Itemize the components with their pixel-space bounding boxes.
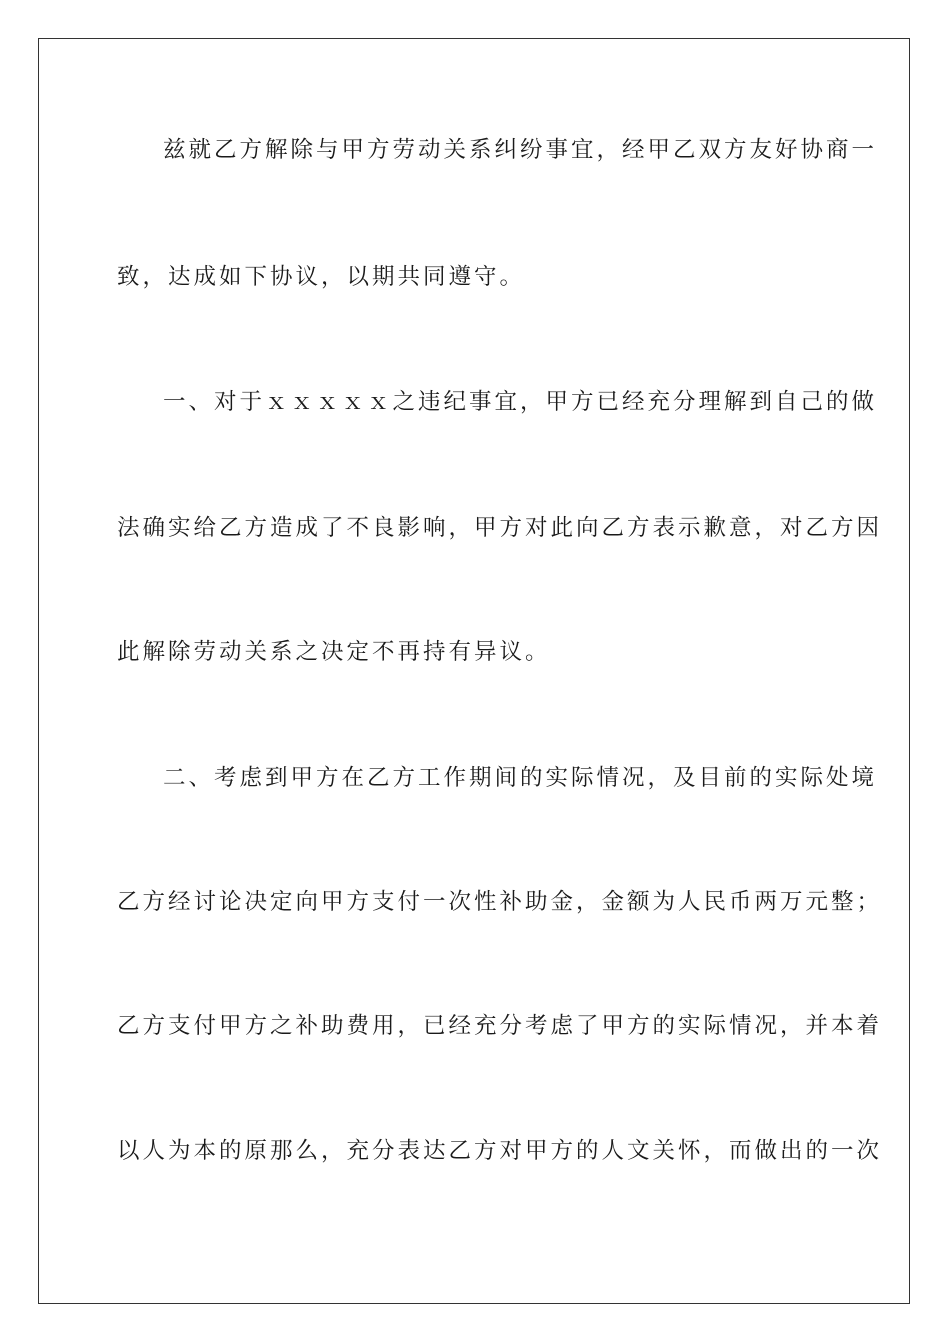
paragraph-1-line-1: 兹就乙方解除与甲方劳动关系纠纷事宜，经甲乙双方友好协商一 — [163, 137, 878, 163]
paragraph-2-line-1: 一、对于ｘｘｘｘｘ之违纪事宜，甲方已经充分理解到自己的做 — [163, 389, 878, 415]
paragraph-3-line-1: 二、考虑到甲方在乙方工作期间的实际情况，及目前的实际处境 — [163, 765, 878, 791]
paragraph-1-line-2: 致，达成如下协议，以期共同遵守。 — [117, 264, 526, 290]
page-border — [38, 38, 910, 1304]
paragraph-3-line-4: 以人为本的原那么，充分表达乙方对甲方的人文关怀，而做出的一次 — [117, 1138, 883, 1164]
paragraph-3-line-3: 乙方支付甲方之补助费用，已经充分考虑了甲方的实际情况，并本着 — [117, 1013, 883, 1039]
paragraph-2-line-3: 此解除劳动关系之决定不再持有异议。 — [117, 639, 551, 665]
paragraph-3-line-2: 乙方经讨论决定向甲方支付一次性补助金，金额为人民币两万元整； — [117, 889, 883, 915]
paragraph-2-line-2: 法确实给乙方造成了不良影响，甲方对此向乙方表示歉意，对乙方因 — [117, 515, 883, 541]
